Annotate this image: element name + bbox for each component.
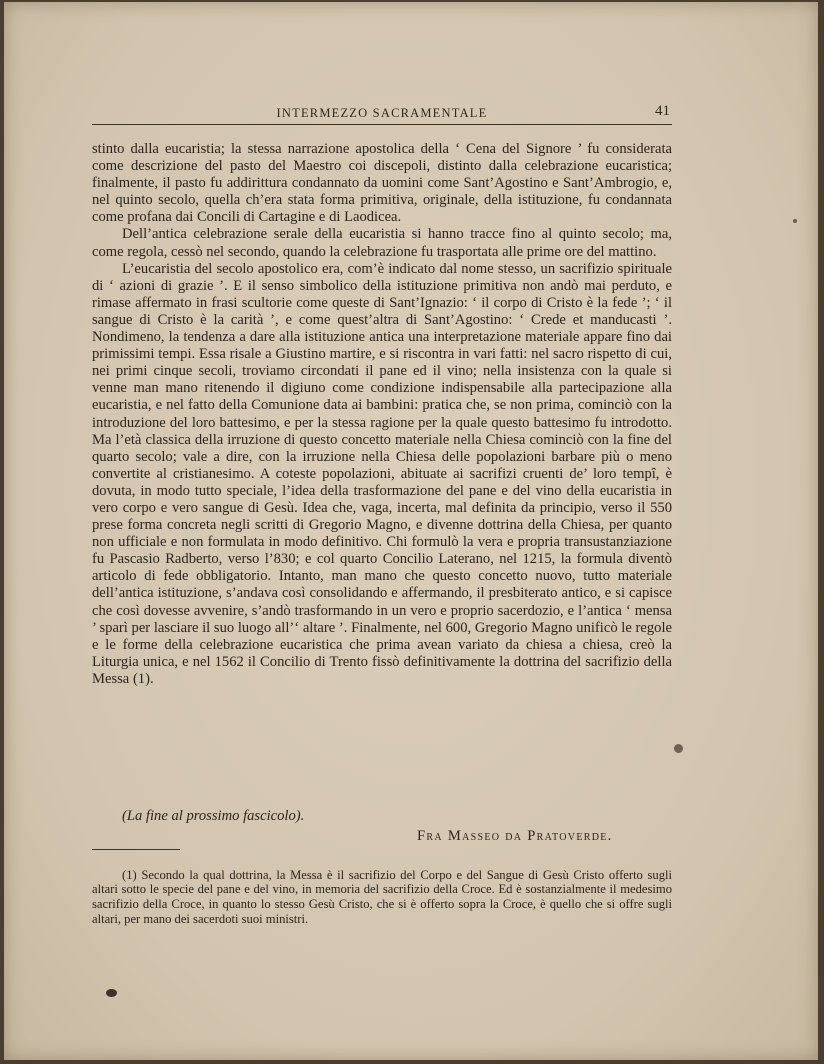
continuation-note: (La fine al prossimo fascicolo). bbox=[122, 808, 305, 824]
footnote-rule bbox=[92, 849, 180, 850]
book-page bbox=[4, 2, 818, 1060]
body-text bbox=[92, 141, 672, 688]
ink-dot-mark bbox=[793, 219, 797, 223]
footnote-text: (1) Secondo la qual dottrina, la Messa è il sacrifizio del Corpo e del Sangue di Gesù Cristo offerto sugli altari sotto le specie del pane e del vino, in memoria del sacrifizio della Croce. Ed è sostanzialmente il medesimo sacrifizio della Croce, in quanto lo stesso Gesù Cristo, che si è offerto sopra la Croce, è quello che si offre sugli altari, per mano dei sacerdoti suoi ministri. bbox=[92, 867, 672, 926]
running-header bbox=[92, 102, 672, 125]
paper-blemish-mark bbox=[674, 744, 683, 753]
closing-block bbox=[92, 808, 672, 852]
page-number: 41 bbox=[655, 103, 670, 119]
binding-hole-mark bbox=[106, 989, 117, 997]
paragraph-1: stinto dalla eucaristia; la stessa narrazione apostolica della ‘ Cena del Signore ’ fu considerata come descrizione del pasto del Maestro coi discepoli, distinto dalla celebrazione eucaristica; finalmente, il pasto fu addirittura condannato da uomini come Sant’Agostino e Sant’Ambrogio, e, nel quinto secolo, quella ch’era stata forma primitiva, originale, della istituzione, fu condannata come profana dai Concili di Cartagine e di Laodicea. bbox=[92, 141, 672, 226]
paragraph-2: Dell’antica celebrazione serale della eucaristia si hanno tracce fino al quinto secolo; ma, come regola, cessò nel secondo, quando la celebrazione fu trasportata alle prime ore del mattino. bbox=[92, 226, 672, 260]
running-title: INTERMEZZO SACRAMENTALE bbox=[276, 106, 488, 120]
author-signature: Fra Masseo da Pratoverde. bbox=[417, 828, 613, 844]
paragraph-3: L’eucaristia del secolo apostolico era, com’è indicato dal nome stesso, un sacrifizio spirituale di ‘ azioni di grazie ’. E il senso simbolico della istituzione primitiva non andò mai perduto, e rimase affermato in frasi scultorie come queste di Sant’Ignazio: ‘ il corpo di Cristo è la fede ’; ‘ il sangue di Cristo è la carità ’, e come quest’altra di Sant’Agostino: ‘ Crede et manducasti ’. Nondimeno, la tendenza a dare alla istituzione antica una interpretazione materiale appare fino dai primissimi tempi. Essa risale a Giustino martire, e si riscontra in vari fatti: nel sacro rispetto di cui, nei primi cinque secoli, troviamo circondati il pane ed il vino; nella insistenza con la quale si venne man mano ritenendo il digiuno come condizione indispensabile alla partecipazione alla eucaristia, e nel fatto della Comunione data ai bambini: pratica che, se non prima, cominciò con la introduzione del loro battesimo, e per la stessa ragione per la quale questo battesimo fu introdotto. Ma l’età classica della irruzione di questo concetto materiale nella Chiesa cominciò con la fine del quarto secolo; vale a dire, con la irruzione nella Chiesa delle popolazioni barbare più o meno convertite al cristianesimo. A coteste popolazioni, abituate ai sacrifizi cruenti de’ loro tempî, è dovuta, in modo tutto speciale, l’idea della trasformazione del pane e del vino della eucaristia in vero corpo e vero sangue di Gesù. Idea che, vaga, incerta, mal definita da principio, verso il 550 prese forma concreta negli scritti di Gregorio Magno, e divenne dottrina della Chiesa, per quanto non ufficiale e non formulata in modo definitivo. Chi formulò la vera e propria transustanziazione fu Pascasio Radberto, verso l’830; e col quarto Concilio Laterano, nel 1215, la formula diventò articolo di fede obbligatorio. Intanto, man mano che questo concetto nuovo, tutto materiale dell’antica istituzione, s’andava così consolidando e affermando, il presbiterato antico, e si capisce che così dovesse avvenire, s’andò trasformando in un vero e proprio sacerdozio, e l’antica ‘ mensa ’ sparì per lasciare il suo luogo all’‘ altare ’. Finalmente, nel 600, Gregorio Magno unificò le regole e le forme della celebrazione eucaristica che prima avean variato da chiesa a chiesa, creò la Liturgia unica, e nel 1562 il Concilio di Trento fissò definitivamente la dottrina del sacrifizio della Messa (1). bbox=[92, 260, 672, 687]
